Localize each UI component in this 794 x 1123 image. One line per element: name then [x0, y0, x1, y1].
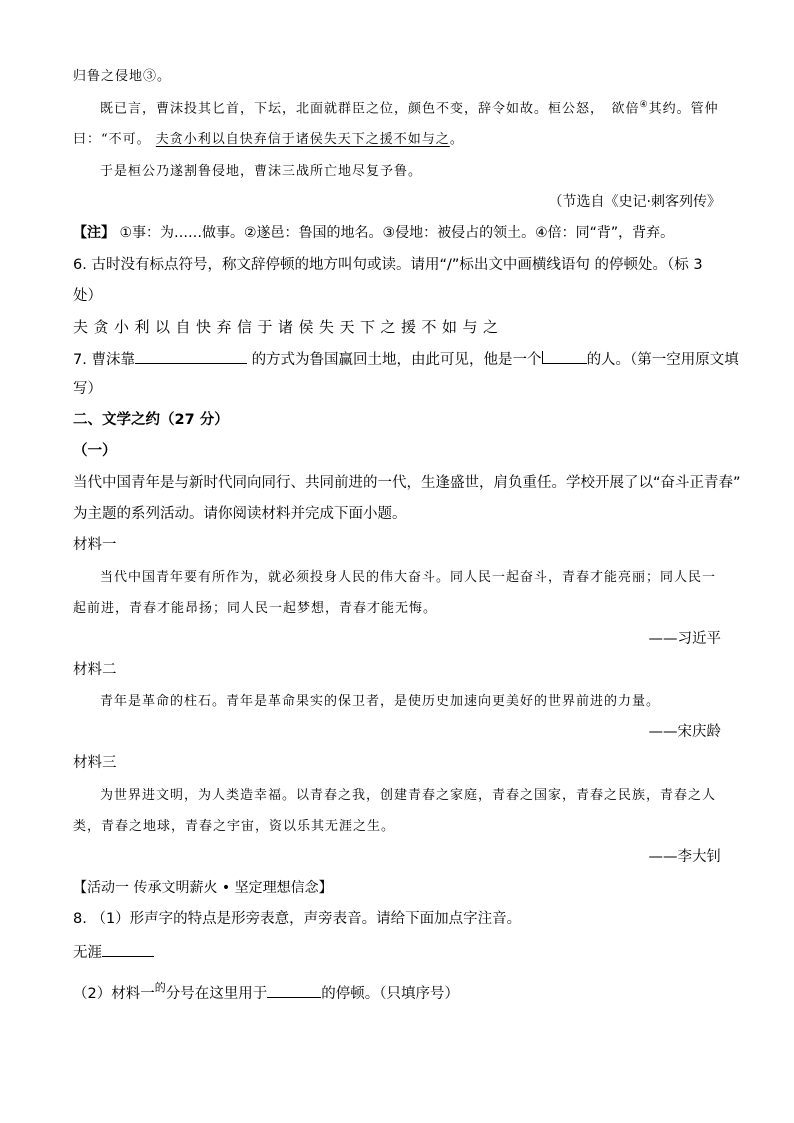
q8-blank-2[interactable]	[267, 985, 321, 998]
q6-sentence: 夫贪小利以自快弃信于诸侯失天下之援不如与之	[73, 318, 504, 336]
material-3-line-2: 类，青春之地球，青春之宇宙，资以乐其无涯之生。	[73, 819, 396, 834]
section-2-intro-1: 当代中国青年是与新时代同向同行、共同前进的一代，生逢盛世，肩负重任。学校开展了以“奋斗正青春”	[73, 475, 741, 491]
q6-line-1: 6. 古时没有标点符号，称文辞停顿的地方叫句或读。请用“/”标出文中画横线语句 的停顿处。（标 3	[73, 257, 703, 273]
passage-source: （节选自《史记·刺客列传》	[548, 194, 721, 210]
material-1-line-1: 当代中国青年要有所作为，就必须投身人民的伟大奋斗。同人民一起奋斗，青春才能亮丽；同人民一	[100, 570, 717, 585]
notes	[73, 226, 674, 240]
passage-line-3-post: 。	[449, 132, 464, 147]
q8-word-line	[73, 944, 154, 961]
section-2-intro-2: 为主题的系列活动。请你阅读材料并完成下面小题。	[73, 506, 407, 522]
q7-blank-2[interactable]	[542, 351, 587, 364]
material-1-line-2: 起前进，青春才能昂扬；同人民一起梦想，青春才能无悔。	[73, 601, 438, 616]
q8-part-2-mid: 分号在这里用于	[165, 986, 268, 1002]
passage-line-4: 于是桓公乃遂割鲁侵地，曹沫三战所亡地尽复予鲁。	[100, 164, 423, 179]
note-label: 【注】	[73, 225, 115, 241]
q7-part-2: 的方式为鲁国赢回土地，由此可见，他是一个	[251, 352, 542, 368]
material-2-line-1: 青年是革命的柱石。青年是革命果实的保卫者，是使历史加速向更美好的世界前进的力量。	[100, 694, 661, 709]
q7-line-2: 写）	[73, 381, 102, 397]
q8-part-2-post: 的停顿。（只填序号）	[321, 986, 459, 1002]
q7-part-3: 的人。（第一空用原文填	[586, 352, 739, 368]
q7-part-1: 7. 曹沫靠	[73, 352, 135, 368]
underlined-sentence: 夫贪小利以自快弃信于诸侯失天下之援不如与之	[155, 132, 450, 147]
passage-line-3	[73, 133, 464, 146]
passage-line-2-tail: 其约。管仲	[648, 101, 719, 117]
passage-line-3-pre: 曰：“不可。	[73, 132, 151, 147]
material-1-label: 材料一	[73, 537, 117, 553]
passage-line-2	[100, 101, 719, 115]
material-3-author: ——李大钊	[648, 849, 721, 865]
passage-line-1: 归鲁之侵地③。	[73, 69, 172, 84]
q8-part-2	[73, 982, 459, 1002]
passage-line-2-text: 既已言，曹沫投其匕首，下坛，北面就群臣之位，颜色不变，辞令如故。桓公怒， 欲倍	[100, 101, 640, 117]
q7-line-1	[73, 351, 739, 368]
material-2-author: ——宋庆龄	[648, 724, 721, 740]
section-2-subtitle: （一）	[73, 443, 117, 459]
q8-part-2-pre: （2）材料一	[73, 986, 155, 1002]
q8-part-2-de: 的	[154, 981, 166, 994]
material-2-label: 材料二	[73, 662, 117, 678]
q7-blank-1[interactable]	[135, 351, 247, 364]
q8-part-1: 8. （1）形声字的特点是形旁表意，声旁表音。请给下面加点字注音。	[73, 911, 522, 927]
q8-word: 无涯	[73, 945, 102, 961]
q6-line-2: 处）	[73, 288, 102, 304]
material-3-line-1: 为世界进文明，为人类造幸福。以青春之我，创建青春之家庭，青春之国家，青春之民族，青春之人	[100, 788, 717, 803]
activity-1-title: 【活动一 传承文明薪火 • 坚定理想信念】	[73, 880, 333, 896]
note-text: ①事：为……做事。②遂邑：鲁国的地名。③侵地：被侵占的领土。④倍：同“背”，背弃。	[119, 225, 675, 241]
section-2-title: 二、文学之约（27 分）	[73, 412, 229, 428]
footnote-marker-4: ④	[639, 100, 649, 110]
material-3-label: 材料三	[73, 755, 117, 771]
material-1-author: ——习近平	[648, 631, 721, 647]
q8-blank-1[interactable]	[102, 944, 154, 957]
